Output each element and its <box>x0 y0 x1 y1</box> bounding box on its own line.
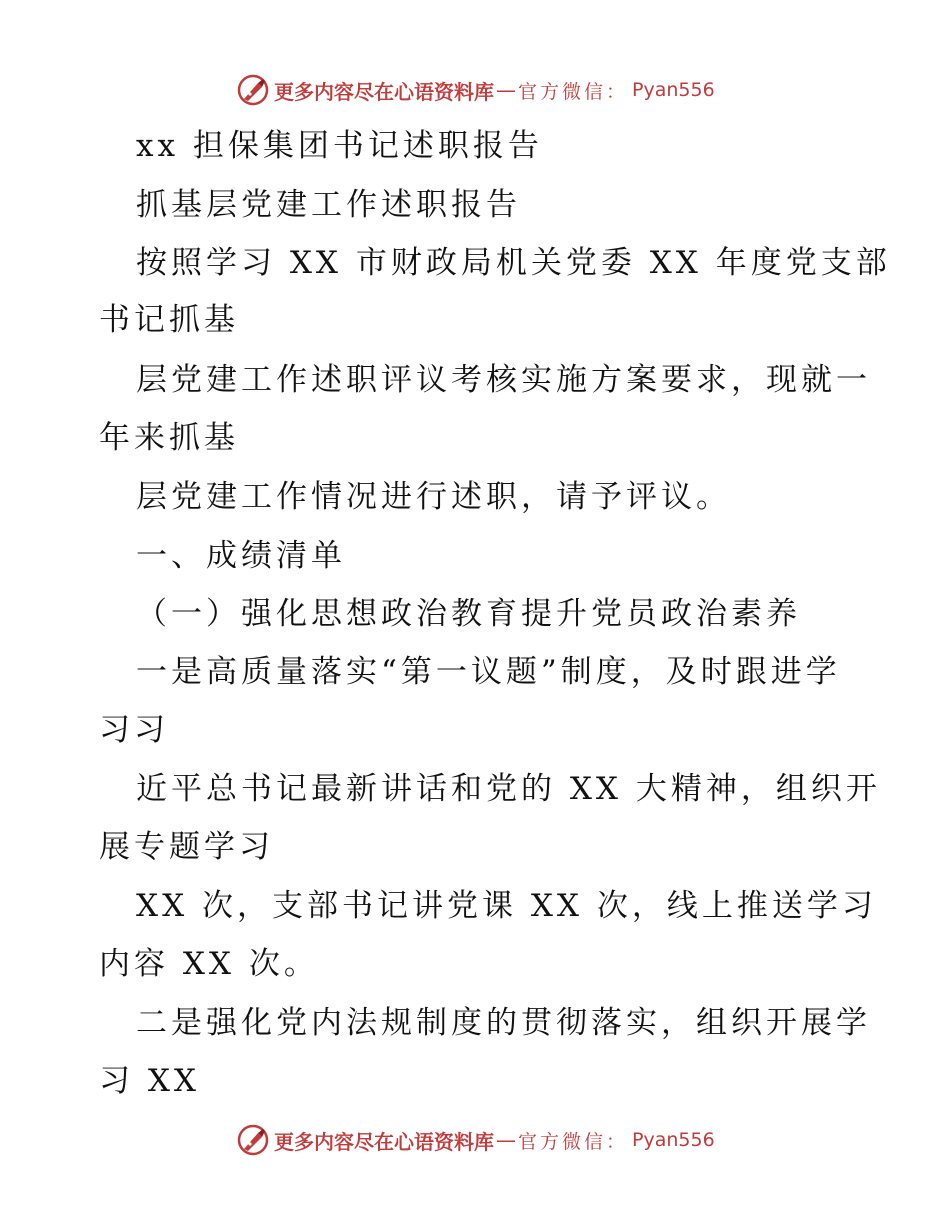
section-heading: 一、成绩清单 <box>136 538 346 574</box>
doc-title: xx 担保集团书记述职报告 <box>136 128 543 164</box>
doc-line: 年来抓基 <box>99 420 239 456</box>
watermark-dash: — <box>496 1128 516 1152</box>
doc-line: 习习 <box>99 712 169 748</box>
doc-line: 书记抓基 <box>99 302 239 338</box>
footer-watermark <box>236 1123 715 1157</box>
doc-line: 习 XX <box>99 1063 200 1099</box>
watermark-brand: 更多内容尽在心语资料库 <box>274 1129 494 1154</box>
header-watermark <box>236 73 715 107</box>
watermark-label: 官方微信： <box>518 1130 629 1153</box>
doc-line: 按照学习 XX 市财政局机关党委 XX 年度党支部 <box>136 245 891 281</box>
watermark-label: 官方微信： <box>518 80 629 103</box>
doc-line: 层党建工作述职评议考核实施方案要求，现就一 <box>136 362 871 398</box>
doc-line: 展专题学习 <box>99 829 274 865</box>
watermark-brand: 更多内容尽在心语资料库 <box>274 79 494 104</box>
doc-line: 一是高质量落实“第一议题”制度，及时跟进学 <box>136 654 841 690</box>
doc-line: XX 次，支部书记讲党课 XX 次，线上推送学习 <box>136 888 877 924</box>
doc-line: 内容 XX 次。 <box>99 946 319 982</box>
pen-nib-logo-icon <box>236 1123 270 1157</box>
doc-line: 二是强化党内法规制度的贯彻落实，组织开展学 <box>136 1005 871 1041</box>
doc-line: 层党建工作情况进行述职，请予评议。 <box>136 479 731 515</box>
subsection-heading: （一）强化思想政治教育提升党员政治素养 <box>136 596 801 632</box>
doc-subtitle: 抓基层党建工作述职报告 <box>136 187 521 223</box>
watermark-dash: — <box>496 78 516 102</box>
doc-line: 近平总书记最新讲话和党的 XX 大精神，组织开 <box>136 771 881 807</box>
watermark-handle: Pyan556 <box>632 1129 715 1151</box>
watermark-handle: Pyan556 <box>632 79 715 101</box>
pen-nib-logo-icon <box>236 73 270 107</box>
